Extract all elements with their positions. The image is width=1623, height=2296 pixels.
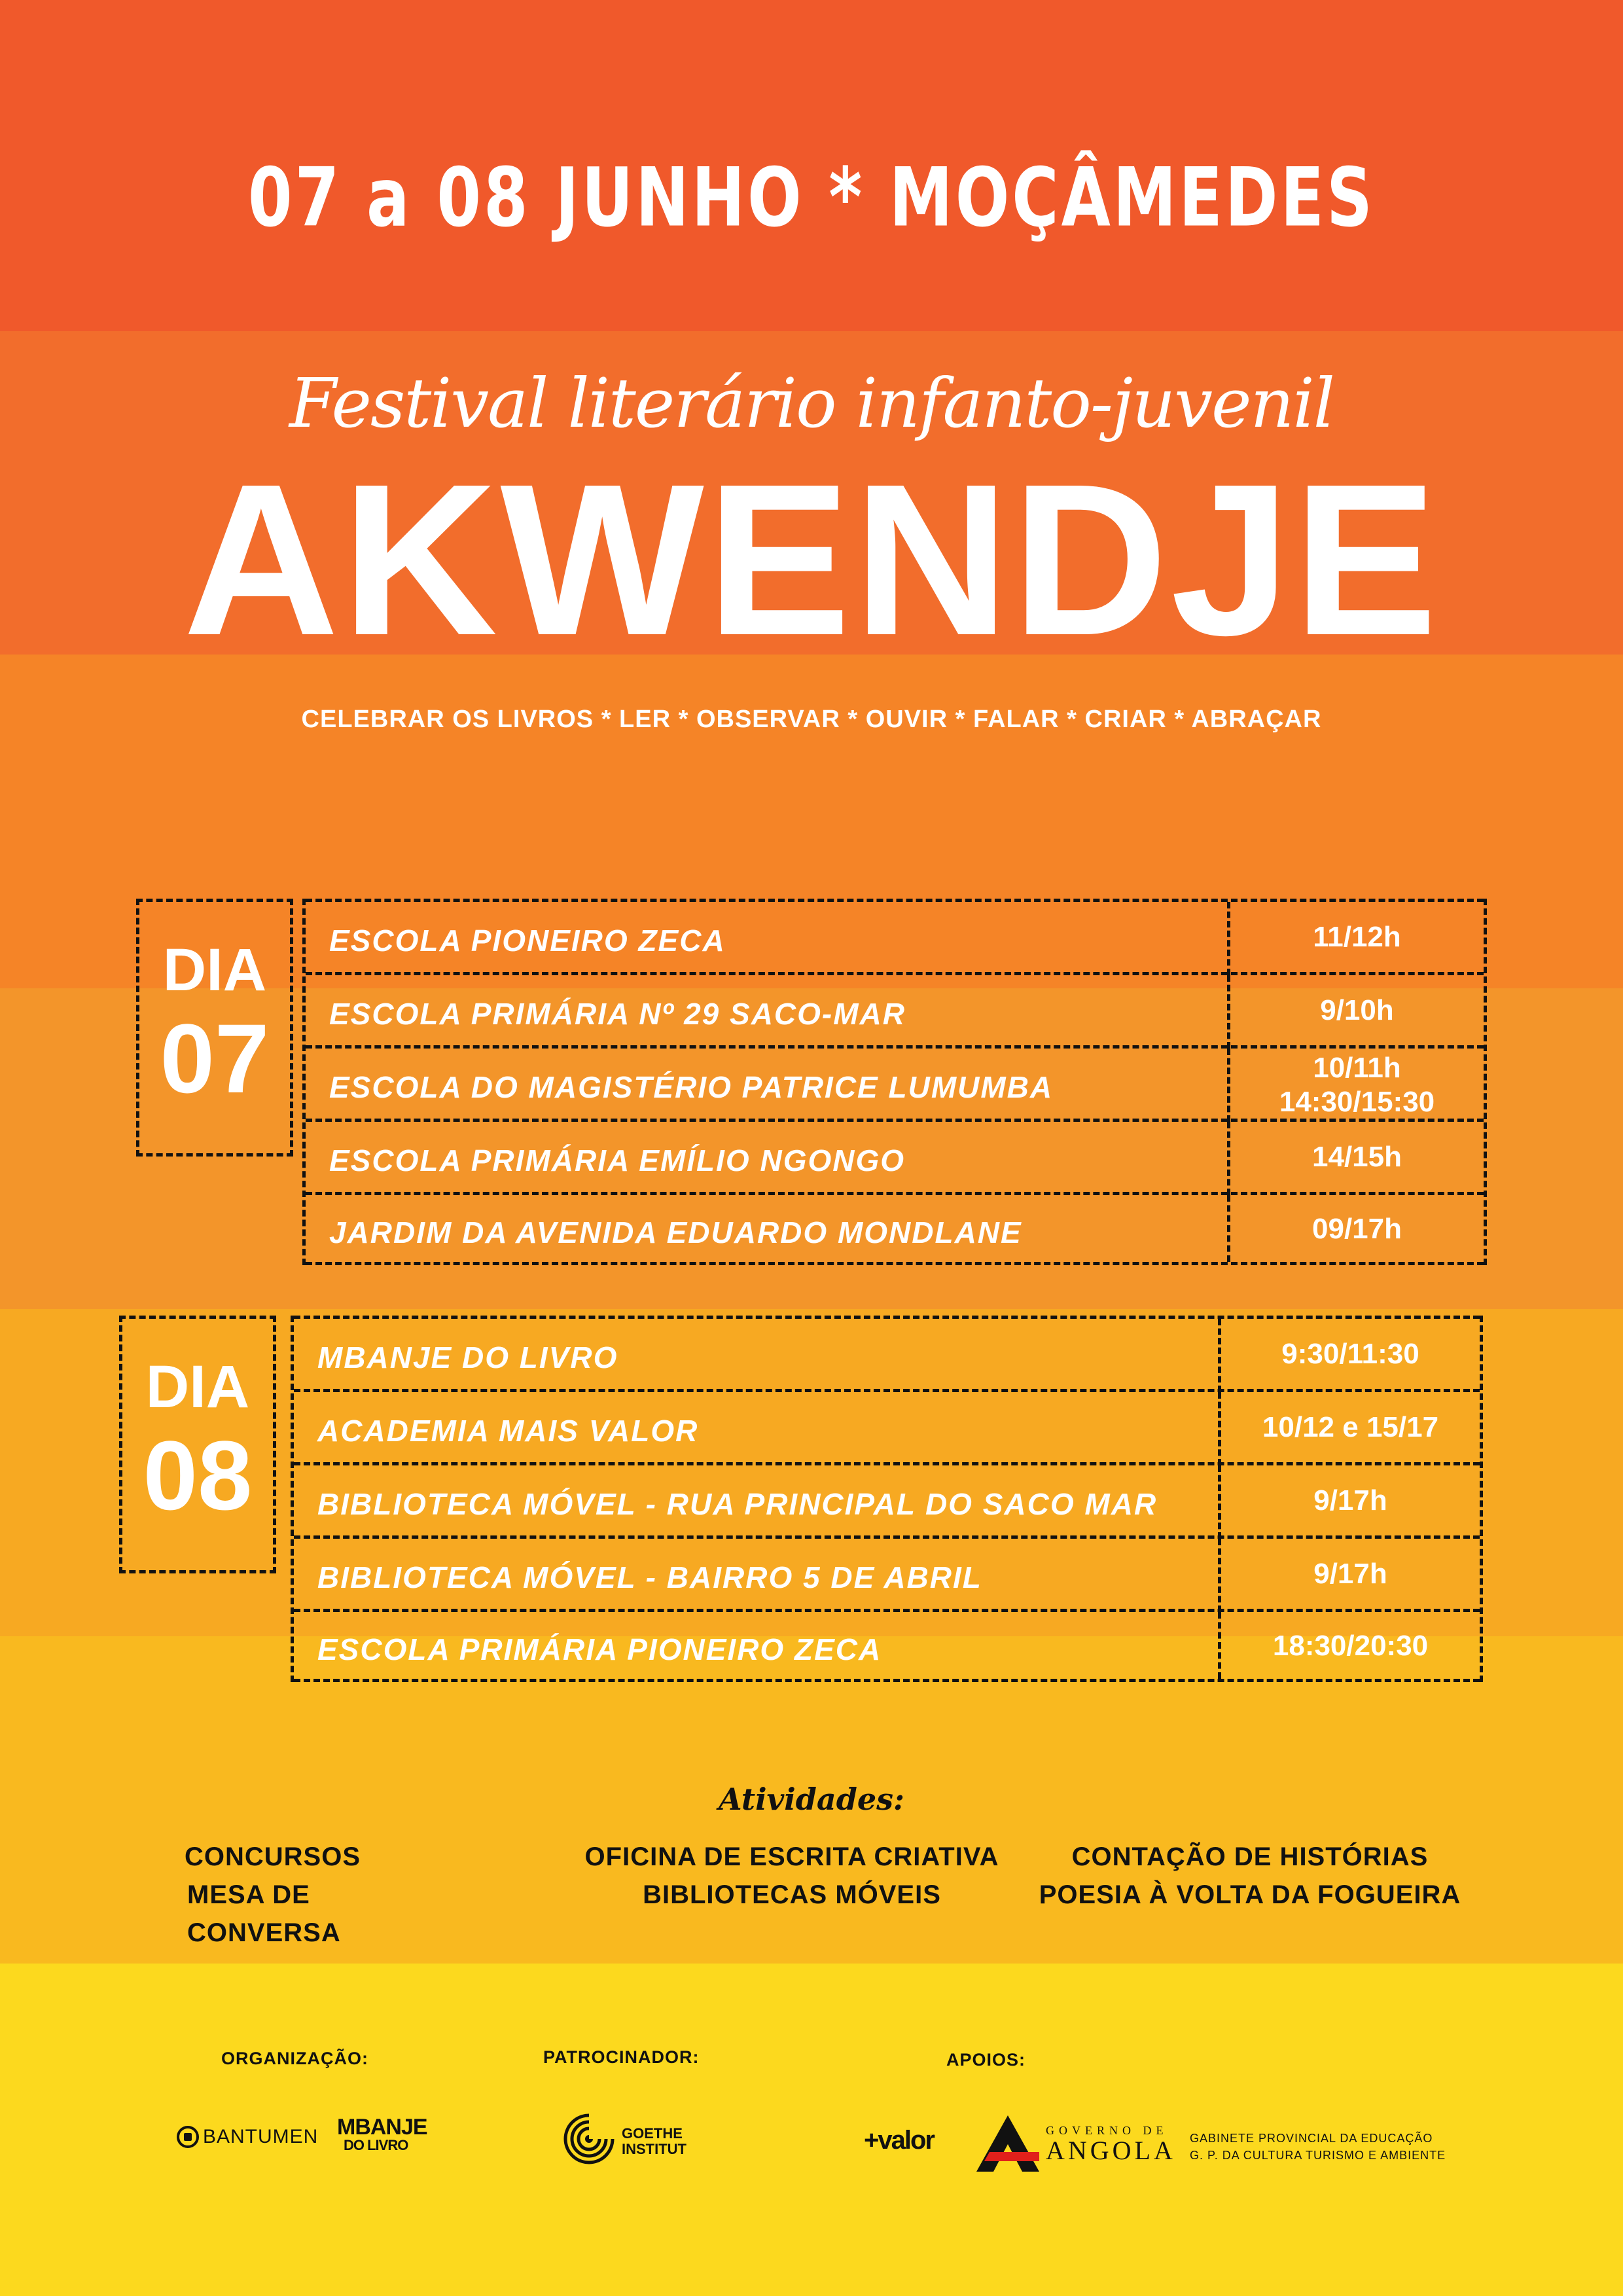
venue-name: BIBLIOTECA MÓVEL - RUA PRINCIPAL DO SACO MAR bbox=[317, 1487, 1158, 1521]
bantumen-logo-icon bbox=[177, 2126, 199, 2148]
activities-heading: Atividades: bbox=[718, 1782, 905, 1817]
festival-tagline: CELEBRAR OS LIVROS * LER * OBSERVAR * OUVIR * FALAR * CRIAR * ABRAÇAR bbox=[301, 706, 1322, 733]
activities-col-3 bbox=[1021, 1838, 1479, 1914]
mbanje-logo-line1: MBANJE bbox=[337, 2115, 427, 2140]
venue-time: 18:30/20:30 bbox=[1218, 1612, 1480, 1679]
day-08-number: 08 bbox=[143, 1420, 253, 1530]
venue-name: BIBLIOTECA MÓVEL - BAIRRO 5 DE ABRIL bbox=[317, 1560, 982, 1594]
schedule-row bbox=[306, 1045, 1484, 1122]
festival-title: AKWENDJE bbox=[183, 439, 1440, 680]
activities-col-1 bbox=[144, 1838, 471, 1952]
angola-logo-line2: ANGOLA bbox=[1046, 2136, 1176, 2165]
organizacao-label: ORGANIZAÇÃO: bbox=[221, 2049, 368, 2068]
mais-valor-logo: +valor bbox=[864, 2126, 934, 2155]
mbanje-logo-line2: DO LIVRO bbox=[344, 2137, 408, 2153]
venue-name: ESCOLA PIONEIRO ZECA bbox=[329, 924, 726, 958]
goethe-logo-line1: GOETHE bbox=[622, 2125, 683, 2142]
schedule-row bbox=[306, 972, 1484, 1049]
angola-logo-icon bbox=[976, 2115, 1039, 2172]
festival-subtitle: Festival literário infanto-juvenil bbox=[289, 363, 1334, 443]
schedule-row bbox=[294, 1535, 1480, 1612]
goethe-logo-icon bbox=[563, 2113, 615, 2165]
venue-time: 10/12 e 15/17 bbox=[1218, 1392, 1480, 1465]
day-08-box bbox=[119, 1316, 276, 1573]
schedule-row bbox=[294, 1389, 1480, 1465]
schedule-row bbox=[294, 1609, 1480, 1682]
activity-item: MESA DE CONVERSA bbox=[187, 1880, 341, 1947]
activity-item: CONCURSOS bbox=[185, 1842, 361, 1871]
venue-name: ESCOLA PRIMÁRIA PIONEIRO ZECA bbox=[317, 1632, 882, 1666]
activity-item: OFICINA DE ESCRITA CRIATIVA bbox=[584, 1842, 999, 1871]
venue-time: 9/17h bbox=[1218, 1465, 1480, 1539]
venue-time: 9:30/11:30 bbox=[1218, 1319, 1480, 1392]
day-08-schedule bbox=[291, 1316, 1483, 1682]
activities-col-2 bbox=[563, 1838, 1021, 1914]
schedule-row bbox=[294, 1462, 1480, 1539]
venue-time: 9/17h bbox=[1218, 1539, 1480, 1612]
venue-name: JARDIM DA AVENIDA EDUARDO MONDLANE bbox=[329, 1215, 1022, 1249]
gabinete-text bbox=[1190, 2130, 1446, 2164]
venue-name: ESCOLA PRIMÁRIA Nº 29 SACO-MAR bbox=[329, 997, 906, 1031]
venue-name: MBANJE DO LIVRO bbox=[317, 1340, 618, 1374]
schedule-row bbox=[306, 1119, 1484, 1195]
venue-name: ACADEMIA MAIS VALOR bbox=[317, 1414, 699, 1448]
goethe-logo bbox=[622, 2126, 687, 2157]
day-07-number: 07 bbox=[160, 1003, 270, 1113]
goethe-logo-line2: INSTITUT bbox=[622, 2141, 687, 2157]
gabinete-line1: GABINETE PROVINCIAL DA EDUCAÇÃO bbox=[1190, 2132, 1433, 2145]
gabinete-line2: G. P. DA CULTURA TURISMO E AMBIENTE bbox=[1190, 2149, 1446, 2162]
day-07-schedule bbox=[302, 899, 1487, 1265]
apoios-label: APOIOS: bbox=[946, 2050, 1026, 2070]
bantumen-logo: BANTUMEN bbox=[203, 2126, 319, 2147]
day-07-label: DIA bbox=[162, 937, 267, 1003]
venue-time-1: 10/11h bbox=[1313, 1052, 1401, 1084]
mbanje-logo bbox=[337, 2117, 427, 2153]
day-07-box bbox=[136, 899, 293, 1157]
activity-item: POESIA À VOLTA DA FOGUEIRA bbox=[1039, 1880, 1461, 1909]
schedule-row bbox=[294, 1316, 1480, 1392]
venue-time: 9/10h bbox=[1227, 975, 1484, 1049]
angola-logo-line1: GOVERNO DE bbox=[1046, 2124, 1168, 2137]
activity-item: CONTAÇÃO DE HISTÓRIAS bbox=[1071, 1842, 1429, 1871]
event-dateline: 07 a 08 JUNHO * MOÇÂMEDES bbox=[248, 151, 1375, 245]
venue-name: ESCOLA PRIMÁRIA EMÍLIO NGONGO bbox=[329, 1143, 906, 1177]
schedule-row bbox=[306, 1192, 1484, 1265]
angola-logo bbox=[1046, 2123, 1176, 2164]
venue-time-2: 14:30/15:30 bbox=[1279, 1086, 1435, 1118]
day-08-label: DIA bbox=[145, 1354, 250, 1420]
activity-item: BIBLIOTECAS MÓVEIS bbox=[643, 1880, 941, 1909]
venue-time: 14/15h bbox=[1227, 1122, 1484, 1195]
schedule-row bbox=[306, 899, 1484, 975]
venue-time bbox=[1227, 1049, 1484, 1122]
venue-time: 11/12h bbox=[1227, 902, 1484, 975]
patrocinador-label: PATROCINADOR: bbox=[543, 2047, 700, 2067]
venue-name: ESCOLA DO MAGISTÉRIO PATRICE LUMUMBA bbox=[329, 1070, 1054, 1104]
venue-time: 09/17h bbox=[1227, 1195, 1484, 1262]
